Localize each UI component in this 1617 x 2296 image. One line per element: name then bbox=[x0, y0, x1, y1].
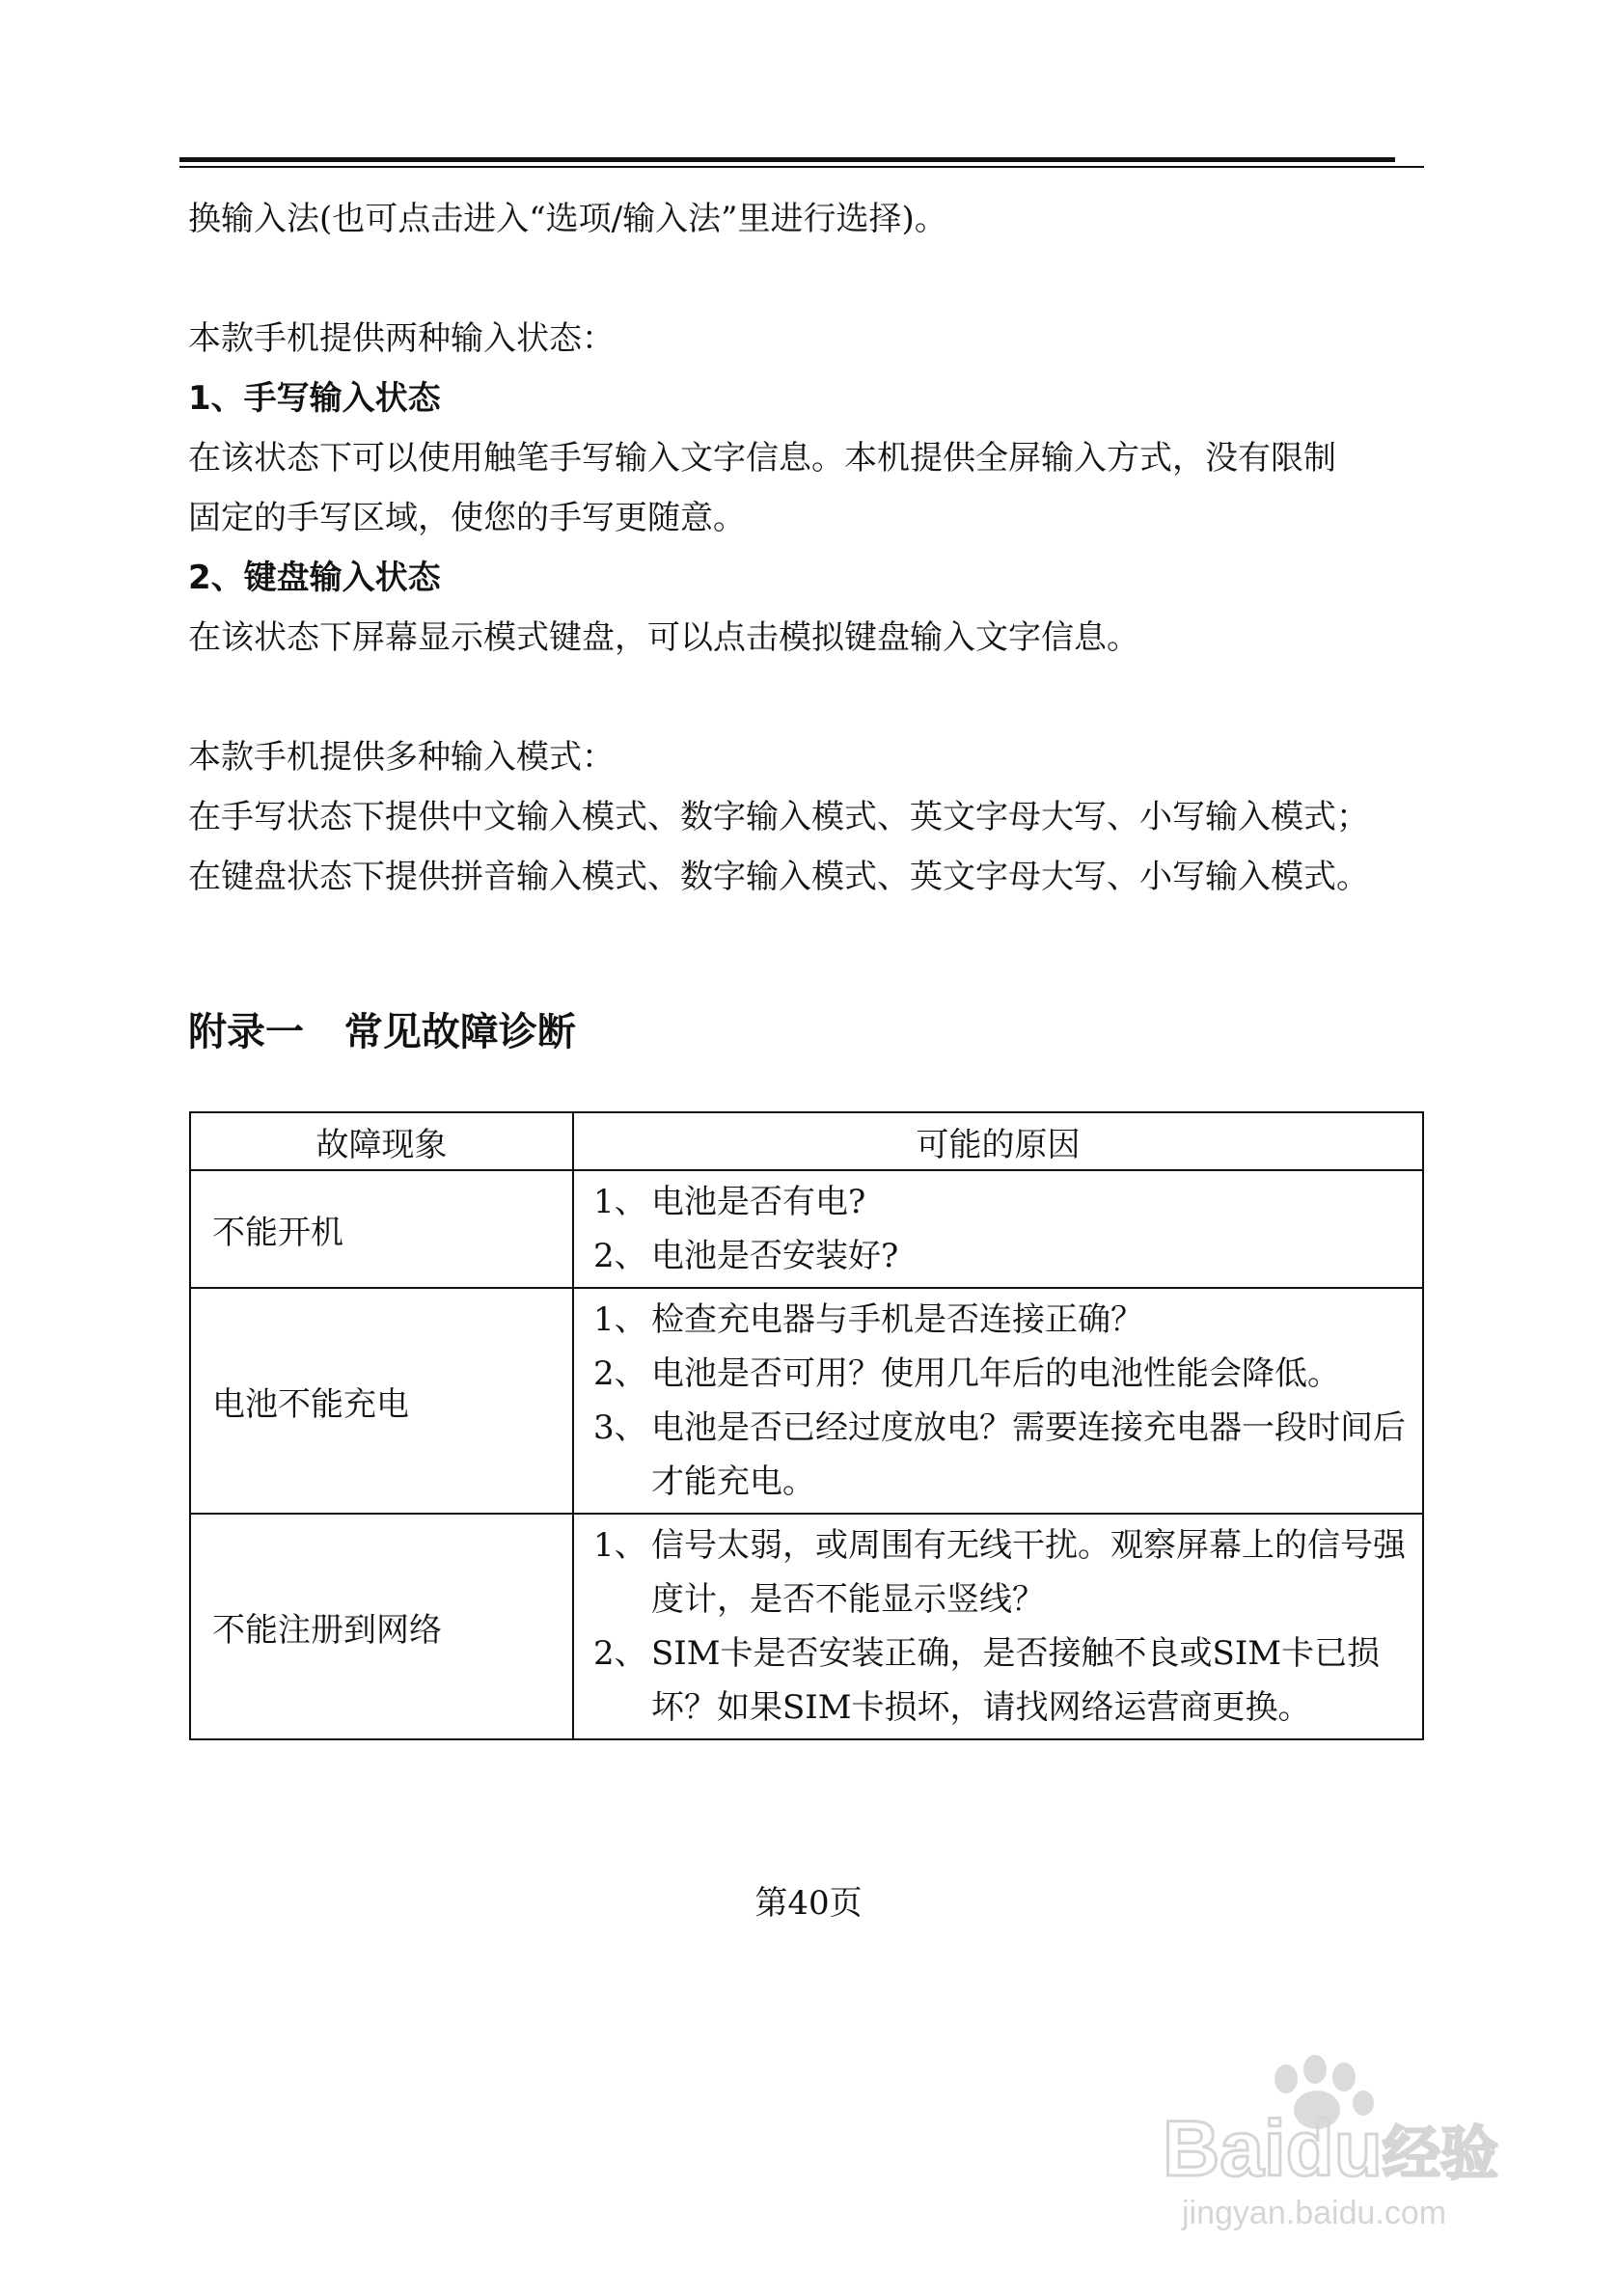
table-row bbox=[190, 1170, 1423, 1288]
table-row bbox=[190, 1288, 1423, 1514]
fault-diagnosis-table bbox=[189, 1111, 1424, 1740]
cause-text: 电池是否安装好? bbox=[651, 1237, 899, 1275]
column-header-symptom: 故障现象 bbox=[190, 1112, 573, 1170]
page-body bbox=[188, 189, 1433, 907]
cause-cell bbox=[573, 1514, 1423, 1739]
table-header-row bbox=[190, 1112, 1423, 1170]
symptom-cell: 电池不能充电 bbox=[190, 1288, 573, 1514]
paragraph: 本款手机提供多种输入模式： bbox=[188, 738, 615, 777]
paragraph: 在该状态下可以使用触笔手写输入文字信息。本机提供全屏输入方式，没有限制 bbox=[188, 439, 1336, 478]
baidu-jingyan-watermark bbox=[1153, 2050, 1539, 2233]
cause-text: 信号太弱，或周围有无线干扰。观察屏幕上的信号强度计，是否不能显示竖线？ bbox=[651, 1526, 1406, 1619]
cause-text: 电池是否已经过度放电？需要连接充电器一段时间后才能充电。 bbox=[651, 1408, 1406, 1501]
paragraph: 固定的手写区域，使您的手写更随意。 bbox=[188, 499, 746, 537]
header-rule bbox=[179, 166, 1424, 168]
cause-item bbox=[593, 1626, 1412, 1735]
cause-text: 电池是否可用？使用几年后的电池性能会降低。 bbox=[651, 1354, 1340, 1393]
cause-text: 电池是否有电? bbox=[651, 1183, 866, 1221]
cause-item bbox=[593, 1518, 1412, 1626]
cause-cell bbox=[573, 1170, 1423, 1288]
header-rule-thick bbox=[179, 157, 1395, 162]
cause-item bbox=[593, 1175, 1412, 1229]
symptom-cell: 不能注册到网络 bbox=[190, 1514, 573, 1739]
column-header-cause: 可能的原因 bbox=[573, 1112, 1423, 1170]
symptom-cell: 不能开机 bbox=[190, 1170, 573, 1288]
paragraph: 在手写状态下提供中文输入模式、数字输入模式、英文字母大写、小写输入模式； bbox=[188, 798, 1369, 836]
section-heading-keyboard: 2、键盘输入状态 bbox=[188, 559, 441, 597]
cause-item bbox=[593, 1293, 1412, 1347]
paragraph: 换输入法(也可点击进入“选项/输入法”里进行选择)。 bbox=[188, 200, 947, 238]
watermark-brand: Baidu bbox=[1163, 2105, 1383, 2193]
paragraph: 本款手机提供两种输入状态： bbox=[188, 319, 615, 358]
paragraph: 在该状态下屏幕显示模式键盘，可以点击模拟键盘输入文字信息。 bbox=[188, 618, 1139, 657]
cause-number: 1、 bbox=[593, 1300, 647, 1339]
cause-number: 2、 bbox=[593, 1354, 647, 1393]
cause-text: 检查充电器与手机是否连接正确？ bbox=[651, 1300, 1143, 1339]
paragraph: 在键盘状态下提供拼音输入模式、数字输入模式、英文字母大写、小写输入模式。 bbox=[188, 858, 1369, 896]
cause-item bbox=[593, 1347, 1412, 1401]
page-number: 第40页 bbox=[754, 1884, 863, 1923]
cause-item bbox=[593, 1229, 1412, 1283]
cause-number: 2、 bbox=[593, 1634, 647, 1673]
cause-number: 3、 bbox=[593, 1408, 647, 1447]
watermark-brand-cn: 经验 bbox=[1383, 2120, 1498, 2188]
cause-number: 1、 bbox=[593, 1526, 647, 1565]
cause-number: 2、 bbox=[593, 1237, 647, 1275]
section-heading-handwriting: 1、手写输入状态 bbox=[188, 379, 441, 418]
cause-text: SIM卡是否安装正确，是否接触不良或SIM卡已损坏？如果SIM卡损坏，请找网络运营商更换。 bbox=[651, 1634, 1381, 1727]
watermark-url: jingyan.baidu.com bbox=[1182, 2195, 1447, 2231]
cause-cell bbox=[573, 1288, 1423, 1514]
cause-item bbox=[593, 1401, 1412, 1509]
appendix-title: 附录一 常见故障诊断 bbox=[188, 1010, 576, 1054]
cause-number: 1、 bbox=[593, 1183, 647, 1221]
table-row bbox=[190, 1514, 1423, 1739]
